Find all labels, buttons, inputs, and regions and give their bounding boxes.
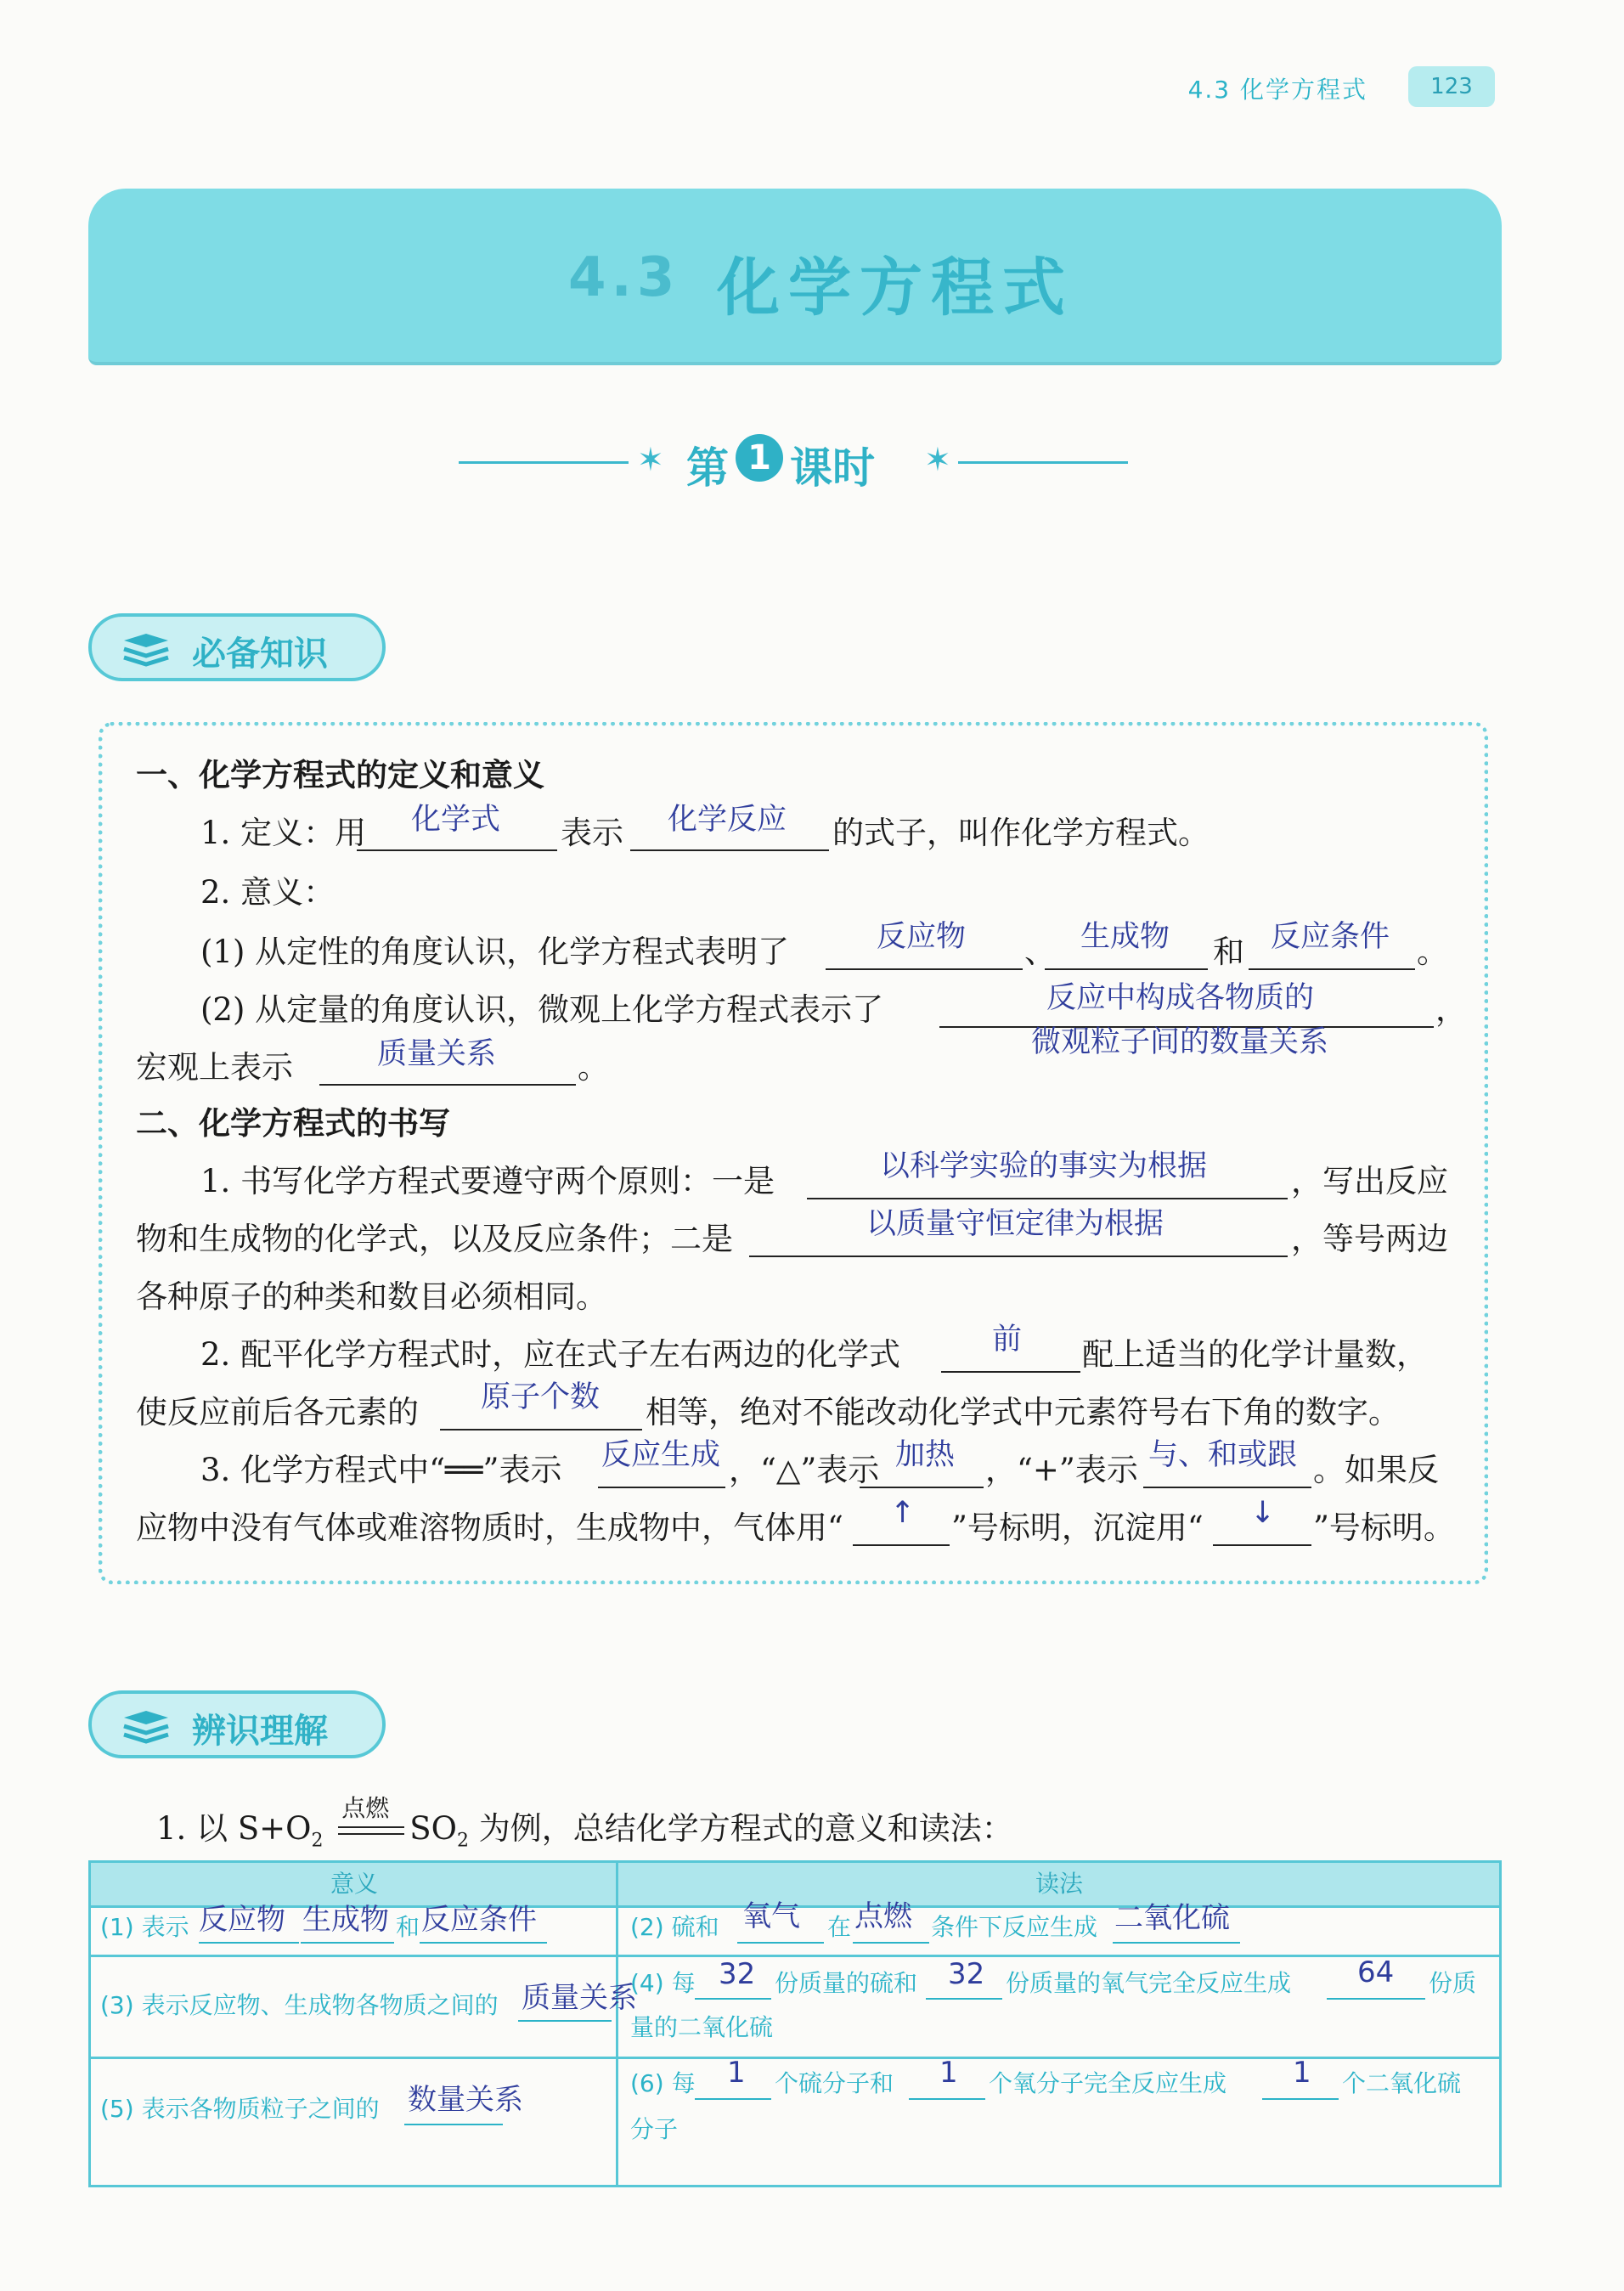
divider-line-left (459, 461, 629, 464)
answer-blank (440, 1429, 642, 1430)
handwritten-answer: 以质量守恒定律为根据 (866, 1207, 1164, 1241)
answer-blank (1143, 1487, 1311, 1488)
row-divider (91, 1955, 1499, 1957)
text: 3. 化学方程式中“══”表示 (200, 1452, 562, 1488)
answer-blank (853, 1544, 950, 1546)
answer-blank (1045, 968, 1208, 970)
table-cell: (5) 表示各物质粒子之间的 (100, 2095, 380, 2123)
table-cell: 和 (396, 1913, 420, 1941)
divider-line-right (958, 461, 1128, 464)
text: 。 (578, 1049, 609, 1086)
handwritten-answer: 质量关系 (522, 1981, 637, 2015)
answer-blank (941, 1371, 1080, 1373)
chapter-banner (88, 189, 1502, 365)
chapter-title: 化学方程式 (717, 251, 1074, 324)
answer-blank (357, 849, 557, 851)
books-icon (121, 1709, 172, 1746)
handwritten-answer: 32 (948, 1957, 985, 1991)
text: 物和生成物的化学式，以及反应条件；二是 (136, 1221, 733, 1257)
handwritten-answer: 化学反应 (668, 803, 787, 837)
text: 应物中没有气体或难溶物质时，生成物中，气体用“ (136, 1509, 843, 1546)
handwritten-answer: 反应中构成各物质的 (1046, 981, 1315, 1015)
handwritten-answer: 1 (1293, 2056, 1311, 2090)
handwritten-answer: 加热 (895, 1438, 956, 1472)
table-cell: (2) 硫和 (630, 1913, 719, 1941)
column-header: 意义 (330, 1870, 378, 1898)
table-cell: 个二氧化硫 (1342, 2069, 1462, 2097)
text: 、 (1024, 934, 1056, 970)
handwritten-answer: 点燃 (854, 1899, 912, 1933)
handwritten-answer: 与、和或跟 (1148, 1438, 1298, 1472)
handwritten-answer: 反应物 (877, 920, 967, 954)
text: (1) 从定性的角度认识，化学方程式表明了 (200, 934, 790, 970)
page-number: 123 (1408, 66, 1495, 107)
text: ，“+”表示 (985, 1452, 1138, 1488)
answer-blank (695, 1998, 771, 2000)
answer-blank (1113, 1942, 1240, 1944)
text: ，“△”表示 (729, 1452, 880, 1488)
answer-blank (860, 1487, 984, 1488)
answer-blank (1262, 2098, 1339, 2100)
text: 各种原子的种类和数目必须相同。 (136, 1278, 607, 1315)
table-cell: 份质 (1429, 1969, 1477, 1997)
answer-blank (199, 1942, 299, 1944)
chapter-number: 4.3 (568, 246, 680, 309)
handwritten-answer: 64 (1357, 1955, 1395, 1989)
text: 使反应前后各元素的 (136, 1394, 419, 1430)
handwritten-answer: 前 (992, 1323, 1023, 1357)
table-cell: (6) 每 (630, 2069, 696, 2097)
text: ，等号两边 (1291, 1221, 1448, 1257)
handwritten-answer: 以科学实验的事实为根据 (880, 1149, 1208, 1183)
table-cell: 份质量的氧气完全反应生成 (1006, 1969, 1292, 1997)
handwritten-answer: 反应物 (199, 1903, 285, 1937)
handwritten-answer: 生成物 (1080, 920, 1170, 954)
handwritten-answer: 二氧化硫 (1114, 1901, 1230, 1935)
text: 1. 定义：用 (200, 815, 367, 851)
badge-label: 必备知识 (192, 635, 328, 674)
answer-blank (926, 1998, 1002, 2000)
text: 宏观上表示 (136, 1049, 293, 1086)
lesson-number: 1 (736, 434, 783, 482)
text: ”号标明。 (1313, 1509, 1455, 1546)
badge-knowledge (88, 613, 386, 681)
handwritten-answer: 氧气 (742, 1899, 800, 1933)
text: 配上适当的化学计量数， (1082, 1336, 1428, 1373)
handwritten-answer: ↓ (1250, 1496, 1276, 1530)
table-cell: 个硫分子和 (775, 2069, 894, 2097)
handwritten-answer: 反应条件 (421, 1903, 537, 1937)
section-heading-1: 一、化学方程式的定义和意义 (136, 757, 544, 793)
section-heading-2: 二、化学方程式的书写 (136, 1105, 450, 1142)
handwritten-answer: 反应条件 (1271, 920, 1390, 954)
text: 相等，绝对不能改动化学式中元素符号右下角的数字。 (646, 1394, 1400, 1430)
answer-blank (1213, 1544, 1311, 1546)
row-divider (91, 2057, 1499, 2059)
answer-blank (807, 1198, 1288, 1199)
answer-blank (909, 2098, 985, 2100)
table-cell: (4) 每 (630, 1969, 696, 1997)
page-header (1172, 66, 1495, 109)
answer-blank (853, 1942, 929, 1944)
table-cell: 条件下反应生成 (931, 1913, 1098, 1941)
text: 。如果反 (1313, 1452, 1439, 1488)
answer-blank (420, 1942, 547, 1944)
handwritten-answer: 32 (719, 1957, 756, 1991)
star-icon: ✶ (637, 441, 664, 478)
question-1: 1. 以 $S+O_2$ 点燃 $SO_2$ 为例，总结化学方程式的意义和读法： (156, 1809, 1013, 1860)
handwritten-answer: 原子个数 (481, 1380, 601, 1414)
table-cell: 份质量的硫和 (775, 1969, 918, 1997)
table-cell: 量的二氧化硫 (630, 2013, 774, 2041)
lesson-title: 第 1 课时 (686, 434, 875, 495)
text: 1. 书写化学方程式要遵守两个原则：一是 (200, 1163, 775, 1199)
handwritten-answer: 数量关系 (408, 2083, 523, 2117)
answer-blank (695, 2098, 771, 2100)
answer-blank (1249, 968, 1415, 970)
handwritten-answer: ↑ (890, 1496, 916, 1530)
answer-blank (598, 1487, 725, 1488)
text: (2) 从定量的角度认识，微观上化学方程式表示了 (200, 991, 884, 1028)
column-divider (616, 1863, 618, 2185)
answer-blank (404, 2124, 503, 2125)
handwritten-answer: 质量关系 (377, 1037, 497, 1071)
text: 表示 (561, 815, 623, 851)
table-cell: (1) 表示 (100, 1913, 189, 1941)
text: 和 (1213, 934, 1244, 970)
text: ，写出反应 (1291, 1163, 1448, 1199)
answer-blank (826, 968, 1023, 970)
section-label: 4.3 化学方程式 (1187, 76, 1367, 104)
reaction-arrow (338, 1793, 404, 1848)
answer-blank (1327, 1998, 1425, 2000)
answer-blank (749, 1256, 1288, 1257)
handwritten-answer: 反应生成 (601, 1438, 721, 1472)
answer-blank (518, 2020, 612, 2022)
handwritten-answer: 1 (727, 2056, 746, 2090)
answer-blank (301, 1942, 394, 1944)
lesson-heading (459, 429, 1130, 497)
books-icon (121, 632, 172, 669)
column-header: 读法 (1035, 1870, 1083, 1898)
badge-understanding (88, 1690, 386, 1758)
answer-blank (319, 1084, 576, 1086)
handwritten-answer: 化学式 (411, 803, 501, 837)
table-cell: 分子 (630, 2115, 679, 2143)
table-cell: 个氧分子完全反应生成 (989, 2069, 1227, 2097)
text: ”号标明，沉淀用“ (951, 1509, 1204, 1546)
text: ， (1435, 991, 1467, 1028)
text: 2. 配平化学方程式时，应在式子左右两边的化学式 (200, 1336, 901, 1373)
handwritten-answer: 生成物 (302, 1903, 389, 1937)
table-cell: (3) 表示反应物、生成物各物质之间的 (100, 1991, 499, 2019)
text: 2. 意义： (200, 874, 336, 911)
answer-blank (737, 1942, 824, 1944)
table-cell: 在 (827, 1913, 852, 1941)
star-icon: ✶ (924, 441, 951, 478)
handwritten-answer: 微观粒子间的数量关系 (1031, 1025, 1329, 1059)
badge-label: 辨识理解 (192, 1712, 328, 1751)
handwritten-answer: 1 (939, 2056, 958, 2090)
text: 。 (1417, 934, 1448, 970)
reaction-condition: 点燃 (341, 1793, 390, 1822)
text: 的式子，叫作化学方程式。 (832, 815, 1210, 851)
answer-blank (630, 849, 829, 851)
